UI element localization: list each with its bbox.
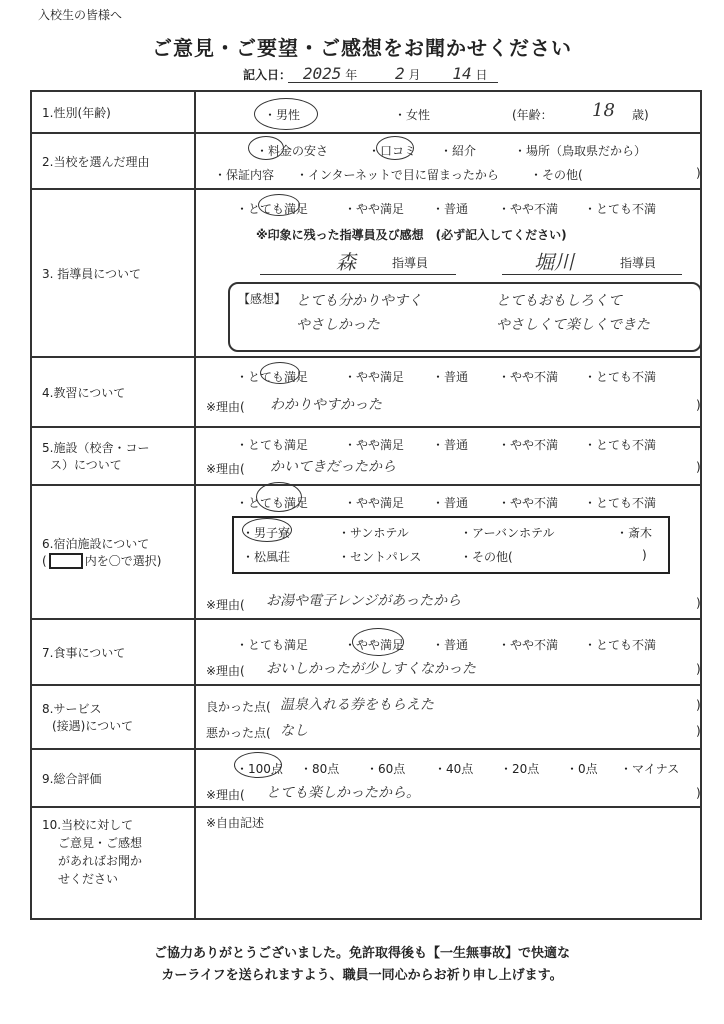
q8-bad-close: ) xyxy=(696,724,701,738)
q2-option-referral[interactable]: ・紹介 xyxy=(440,144,477,158)
q3-impression1-line1: とても分かりやすく xyxy=(296,293,422,309)
q6-label-line2b: 内を〇で選択) xyxy=(84,553,162,568)
q10-label-line3: があればお聞か xyxy=(58,854,143,868)
q9-100-circle-mark xyxy=(234,752,282,778)
q4-scale-very-dissatisfied[interactable]: ・とても不満 xyxy=(584,370,657,384)
q3-staff2-name: 堀川 xyxy=(534,250,574,274)
date-month: 2 xyxy=(395,64,405,83)
date-day: 14 xyxy=(452,64,472,83)
q7-reason-close: ) xyxy=(696,662,701,676)
q6-facility-saiki[interactable]: ・斎木 xyxy=(616,526,653,540)
q10-free-label: ※自由記述 xyxy=(206,816,265,830)
q10-label xyxy=(31,807,195,919)
q7-scale-dissatisfied[interactable]: ・やや不満 xyxy=(498,638,559,652)
q8-good-close: ) xyxy=(696,698,701,712)
q3-impression2-line2: やさしくて楽しくできた xyxy=(496,317,650,333)
q5-reason-close: ) xyxy=(696,460,701,474)
q3-staff1-suffix: 指導員 xyxy=(392,256,429,270)
date-year-unit: 年 xyxy=(345,68,358,82)
q6-facility-other-close: ) xyxy=(642,548,647,562)
q3-scale-neutral[interactable]: ・普通 xyxy=(432,202,469,216)
q7-reason-label: ※理由( xyxy=(206,664,245,678)
survey-form xyxy=(30,90,702,920)
q2-price-circle-mark xyxy=(248,136,284,160)
q2-option-price[interactable]: ・料金の安さ xyxy=(256,144,329,158)
q7-scale-very-dissatisfied[interactable]: ・とても不満 xyxy=(584,638,657,652)
q2-option-reviews[interactable]: ・口コミ xyxy=(368,144,417,158)
q1-female[interactable]: ・女性 xyxy=(394,108,431,122)
q1-age: 18 xyxy=(592,100,615,121)
q1-male-circle-mark xyxy=(254,98,318,130)
q4-scale-neutral[interactable]: ・普通 xyxy=(432,370,469,384)
q8-bad: なし xyxy=(280,723,308,739)
q2-reviews-circle-mark xyxy=(376,136,414,160)
q9-score-minus[interactable]: ・マイナス xyxy=(620,762,680,776)
q7-reason: おいしかったが少しすくなかった xyxy=(266,661,476,677)
q2-option-other[interactable]: ・その他( xyxy=(530,168,583,182)
q9-score-0[interactable]: ・0点 xyxy=(566,762,598,776)
q2-option-warranty[interactable]: ・保証内容 xyxy=(214,168,275,182)
date-month-unit: 月 xyxy=(408,68,421,82)
q3-note: ※印象に残った指導員及び感想 (必ず記入してください) xyxy=(256,228,567,242)
page-title: ご意見・ご要望・ご感想をお聞かせください xyxy=(152,36,572,60)
q7-satisfied-circle-mark xyxy=(352,628,404,656)
q6-facility-sun-hotel[interactable]: ・サンホテル xyxy=(338,526,409,540)
q9-score-20[interactable]: ・20点 xyxy=(500,762,540,776)
q3-impression1-line2: やさしかった xyxy=(296,317,380,333)
q6-reason-label: ※理由( xyxy=(206,598,245,612)
q6-facility-other[interactable]: ・その他( xyxy=(460,550,513,564)
q9-score-60[interactable]: ・60点 xyxy=(366,762,406,776)
addressee: 入校生の皆様へ xyxy=(38,8,123,22)
q2-option-internet[interactable]: ・インターネットで目に留まったから xyxy=(296,168,499,182)
date-label: 記入日： xyxy=(243,68,292,82)
footer-line1: ご協力ありがとうございました。免許取得後も【一生無事故】で快適な xyxy=(153,946,570,961)
q1-male[interactable]: ・男性 xyxy=(264,108,301,122)
q7-label: 7.食事について xyxy=(31,619,195,685)
q7-scale-satisfied[interactable]: ・やや満足 xyxy=(344,638,405,652)
q8-good: 温泉入れる券をもらえた xyxy=(280,697,434,713)
q4-satisfied-circle-mark xyxy=(260,362,300,384)
q6-facility-urban-hotel[interactable]: ・アーバンホテル xyxy=(460,526,555,540)
q3-label: 3. 指導員について xyxy=(31,189,195,357)
q9-label: 9.総合評価 xyxy=(31,749,195,807)
q10-label-line2: ご意見・ご感想 xyxy=(58,836,143,850)
q5-label-line2: ス）について xyxy=(50,458,122,472)
q9-reason-close: ) xyxy=(696,786,701,800)
q9-reason-label: ※理由( xyxy=(206,788,245,802)
q5-scale-very-satisfied[interactable]: ・とても満足 xyxy=(236,438,309,452)
q6-satisfied-circle-mark xyxy=(256,482,302,512)
footer-line2: カーライフを送られますよう、職員一同心からお祈り申し上げます。 xyxy=(161,968,563,983)
q8-label-line1: 8.サービス xyxy=(42,702,102,716)
date-underline xyxy=(288,82,498,83)
q1-label: 1.性別(年齢) xyxy=(31,91,195,133)
q4-reason: わかりやすかった xyxy=(270,397,382,413)
q4-label: 4.教習について xyxy=(31,357,195,427)
q7-scale-neutral[interactable]: ・普通 xyxy=(432,638,469,652)
q1-age-unit: 歳) xyxy=(632,108,649,122)
q5-reason-label: ※理由( xyxy=(206,462,245,476)
q3-impression2-line1: とてもおもしろくて xyxy=(496,293,622,309)
q6-boys-dorm-circle-mark xyxy=(242,518,292,542)
q4-scale-satisfied[interactable]: ・やや満足 xyxy=(344,370,405,384)
date-day-unit: 日 xyxy=(475,68,488,82)
q5-reason: かいてきだったから xyxy=(270,459,396,475)
q6-facility-shofuso[interactable]: ・松風荘 xyxy=(242,550,291,564)
q9-score-80[interactable]: ・80点 xyxy=(300,762,340,776)
q6-reason-close: ) xyxy=(696,596,701,610)
q3-impression-label: 【感想】 xyxy=(238,292,287,306)
q3-scale-very-dissatisfied[interactable]: ・とても不満 xyxy=(584,202,657,216)
q2-option-location[interactable]: ・場所（鳥取県だから） xyxy=(514,144,647,158)
entry-date xyxy=(243,64,487,83)
q6-label-line1: 6.宿泊施設について xyxy=(42,536,150,551)
q6-scale-neutral[interactable]: ・普通 xyxy=(432,496,469,510)
q9-reason: とても楽しかったから。 xyxy=(266,785,420,801)
q9-score-40[interactable]: ・40点 xyxy=(434,762,474,776)
q5-label-line1: 5.施設（校舎・コー xyxy=(42,441,150,455)
q6-label-line2a: ( xyxy=(42,553,47,568)
q8-good-label: 良かった点( xyxy=(206,700,271,714)
q3-scale-satisfied[interactable]: ・やや満足 xyxy=(344,202,405,216)
q8-label-line2: (接遇)について xyxy=(52,719,134,733)
q6-facility-boys-dorm[interactable]: ・男子寮 xyxy=(242,526,291,540)
q3-scale-very-satisfied[interactable]: ・とても満足 xyxy=(236,202,309,216)
q4-scale-dissatisfied[interactable]: ・やや不満 xyxy=(498,370,559,384)
q2-option-other-close: ) xyxy=(696,166,701,180)
q7-scale-very-satisfied[interactable]: ・とても満足 xyxy=(236,638,309,652)
q5-label xyxy=(31,427,195,485)
q4-reason-label: ※理由( xyxy=(206,400,245,414)
q6-scale-satisfied[interactable]: ・やや満足 xyxy=(344,496,405,510)
q8-bad-label: 悪かった点( xyxy=(206,726,271,740)
q4-reason-close: ) xyxy=(696,398,701,412)
q6-facility-box xyxy=(232,516,670,574)
q10-label-line1: 10.当校に対して xyxy=(42,818,134,832)
q3-scale-dissatisfied[interactable]: ・やや不満 xyxy=(498,202,559,216)
q10-free-text-area[interactable] xyxy=(206,834,706,914)
q6-label xyxy=(31,485,195,619)
q6-scale-dissatisfied[interactable]: ・やや不満 xyxy=(498,496,559,510)
q6-facility-saint-palace[interactable]: ・セントパレス xyxy=(338,550,422,564)
q2-label: 2.当校を選んだ理由 xyxy=(31,133,195,189)
q1-age-label: (年齢： xyxy=(512,108,553,122)
q3-staff1-name: 森 xyxy=(336,250,356,274)
q6-reason: お湯や電子レンジがあったから xyxy=(266,593,462,609)
date-year: 2025 xyxy=(302,64,342,83)
q3-satisfied-circle-mark xyxy=(258,194,300,216)
q6-select-box-icon xyxy=(49,553,83,569)
q8-label xyxy=(31,685,195,749)
q3-staff2-line xyxy=(502,274,682,275)
q3-staff1-line xyxy=(260,274,456,275)
q3-staff2-suffix: 指導員 xyxy=(620,256,657,270)
q4-scale-very-satisfied[interactable]: ・とても満足 xyxy=(236,370,309,384)
q9-score-100[interactable]: ・100点 xyxy=(236,762,283,776)
q10-label-line4: せください xyxy=(58,872,119,886)
q5-scale-satisfied[interactable]: ・やや満足 xyxy=(344,438,405,452)
q5-scale-dissatisfied[interactable]: ・やや不満 xyxy=(498,438,559,452)
q5-scale-neutral[interactable]: ・普通 xyxy=(432,438,469,452)
q6-scale-very-dissatisfied[interactable]: ・とても不満 xyxy=(584,496,657,510)
q6-scale-very-satisfied[interactable]: ・とても満足 xyxy=(236,496,309,510)
q5-scale-very-dissatisfied[interactable]: ・とても不満 xyxy=(584,438,657,452)
